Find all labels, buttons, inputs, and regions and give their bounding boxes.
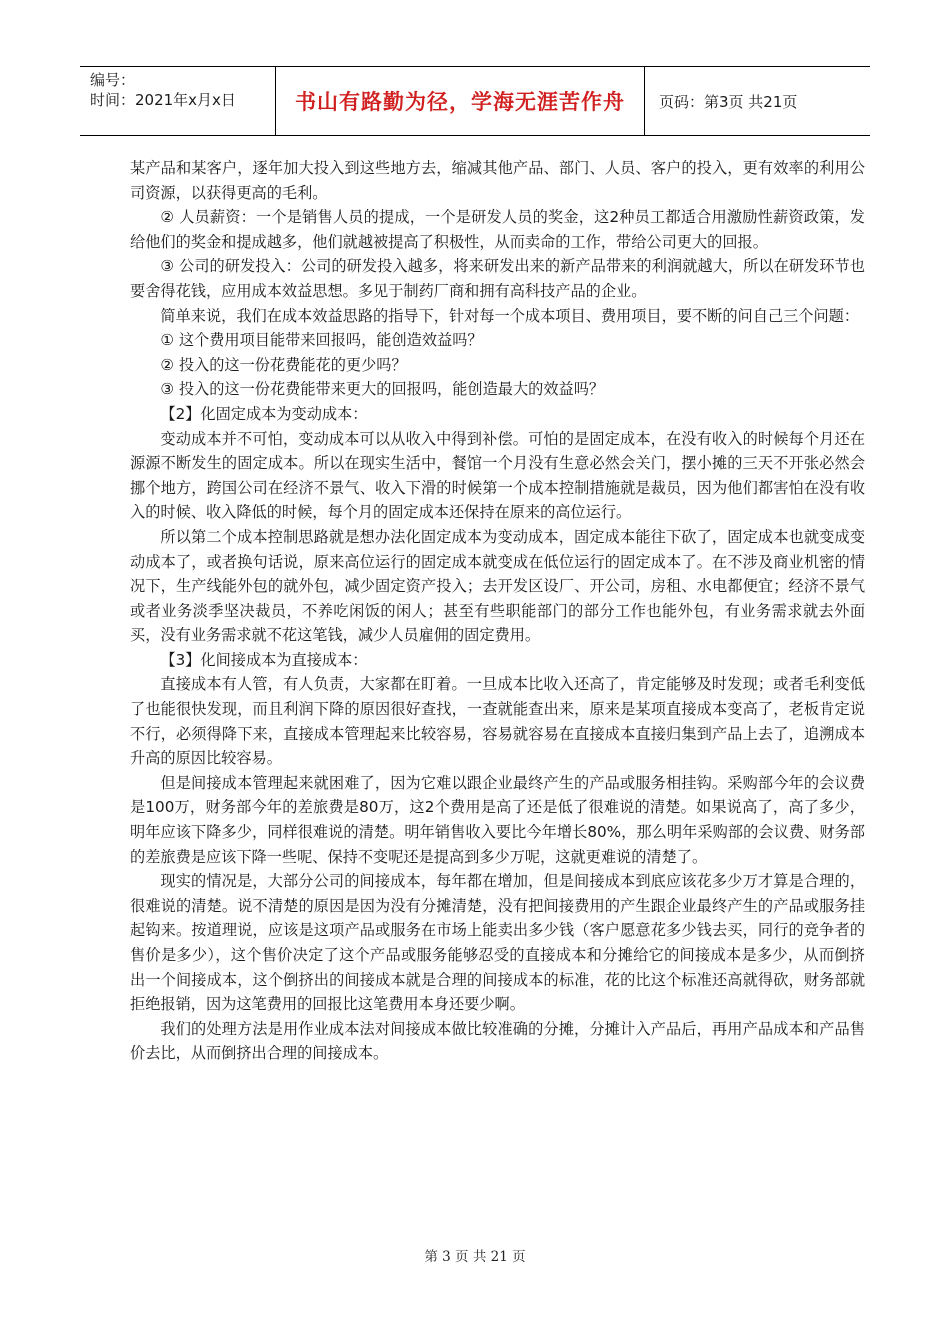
paragraph: 我们的处理方法是用作业成本法对间接成本做比较准确的分摊，分摊计入产品后，再用产品成本和产品售价去比，从而倒挤出合理的间接成本。 [130, 1019, 865, 1063]
paragraph: ② 人员薪资：一个是销售人员的提成，一个是研发人员的奖金，这2种员工都适合用激励性薪资政策，发给他们的奖金和提成越多，他们就越被提高了积极性，从而卖命的工作，带给公司更大的回报。 [130, 208, 865, 251]
document-body [130, 156, 865, 1066]
header-page-label: 页码：第3页 共21页 [659, 92, 798, 111]
paragraph: 某产品和某客户，逐年加大投入到这些地方去，缩减其他产品、部门、人员、客户的投入，更有效率的利用公司资源，以获得更高的毛利。 [130, 159, 865, 202]
document-number-label: 编号： [90, 71, 136, 89]
header-motto: 书山有路勤为径，学海无涯苦作舟 [295, 90, 625, 114]
paragraph: 简单来说，我们在成本效益思路的指导下，针对每一个成本项目、费用项目，要不断的问自己三个问题： [160, 306, 860, 325]
header-meta [80, 67, 275, 135]
paragraph: 所以第二个成本控制思路就是想办法化固定成本为变动成本，固定成本能往下砍了，固定成本也就变成变动成本了，或者换句话说，原来高位运行的固定成本就变成在低位运行的固定成本了。在不涉及商业机密的情况下，生产线能外包的就外包，减少固定资产投入；去开发区设厂、开公司，房租、水电都便宜；经济不景气或者业务淡季坚决裁员，不养吃闲饭的闲人；甚至有些职能部门的部分工作也能外包，有业务需求就去外面买，没有业务需求就不花这笔钱，减少人员雇佣的固定费用。 [130, 527, 865, 645]
header-motto-cell [275, 67, 645, 135]
paragraph: 直接成本有人管，有人负责，大家都在盯着。一旦成本比收入还高了，肯定能够及时发现；或者毛利变低了也能很快发现，而且利润下降的原因很好查找，一查就能查出来，原来是某项直接成本变高了，老板肯定说不行，必须得降下来，直接成本管理起来比较容易，容易就容易在直接成本直接归集到产品上去了，追溯成本升高的原因比较容易。 [130, 675, 865, 768]
paragraph: ② 投入的这一份花费能花的更少吗？ [160, 355, 407, 374]
paragraph: ① 这个费用项目能带来回报吗，能创造效益吗？ [160, 331, 483, 350]
header-page-cell [645, 67, 870, 135]
paragraph: ③ 公司的研发投入：公司的研发投入越多，将来研发出来的新产品带来的利润就越大，所以在研发环节也要舍得花钱，应用成本效益思想。多见于制药厂商和拥有高科技产品的企业。 [130, 257, 865, 300]
page-footer: 第 3 页 共 21 页 [424, 1249, 526, 1265]
paragraph: 变动成本并不可怕，变动成本可以从收入中得到补偿。可怕的是固定成本，在没有收入的时候每个月还在源源不断发生的固定成本。所以在现实生活中，餐馆一个月没有生意必然会关门，摆小摊的三天不开张必然会挪个地方，跨国公司在经济不景气、收入下滑的时候第一个成本控制措施就是裁员，因为他们都害怕在没有收入的时候、收入降低的时候，每个月的固定成本还保持在原来的高位运行。 [130, 429, 865, 522]
page-header [80, 66, 870, 136]
paragraph: 但是间接成本管理起来就困难了，因为它难以跟企业最终产生的产品或服务相挂钩。采购部今年的会议费是100万，财务部今年的差旅费是80万，这2个费用是高了还是低了很难说的清楚。如果说高了，高了多少，明年应该下降多少，同样很难说的清楚。明年销售收入要比今年增长80%，那么明年采购部的会议费、财务部的差旅费是应该下降一些呢、保持不变呢还是提高到多少万呢，这就更难说的清楚了。 [130, 773, 865, 866]
paragraph: 【2】化固定成本为变动成本： [160, 404, 368, 423]
paragraph: ③ 投入的这一份花费能带来更大的回报吗，能创造最大的效益吗？ [160, 380, 605, 399]
paragraph: 现实的情况是，大部分公司的间接成本，每年都在增加，但是间接成本到底应该花多少万才算是合理的，很难说的清楚。说不清楚的原因是因为没有分摊清楚，没有把间接费用的产生跟企业最终产生的产品或服务挂起钩来。按道理说，应该是这项产品或服务在市场上能卖出多少钱（客户愿意花多少钱去买，同行的竞争者的售价是多少），这个售价决定了这个产品或服务能够忍受的直接成本和分摊给它的间接成本是多少，从而倒挤出一个间接成本，这个倒挤出的间接成本就是合理的间接成本的标准，花的比这个标准还高就得砍，财务部就拒绝报销，因为这笔费用的回报比这笔费用本身还要少啊。 [130, 872, 865, 1014]
paragraph: 【3】化间接成本为直接成本： [160, 650, 368, 669]
document-date-label: 时间：2021年x月x日 [90, 91, 236, 109]
